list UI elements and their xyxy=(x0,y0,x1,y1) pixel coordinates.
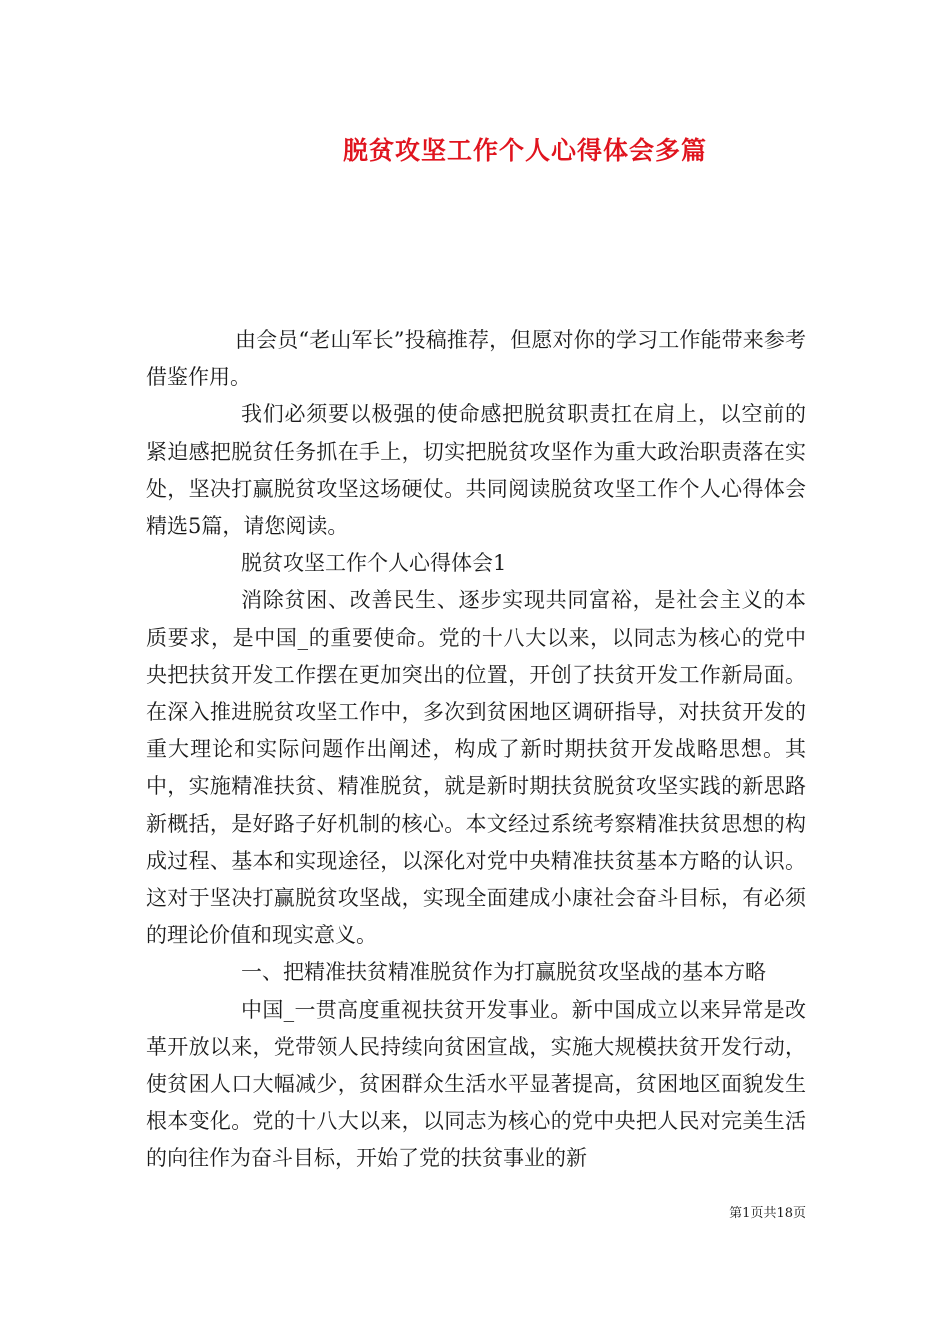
document-title: 脱贫攻坚工作个人心得体会多篇 xyxy=(342,136,707,165)
subsection-heading: 一、把精准扶贫精准脱贫作为打赢脱贫攻坚战的基本方略 xyxy=(241,960,766,985)
document-body xyxy=(146,322,806,1178)
summary-paragraph: 我们必须要以极强的使命感把脱贫职责扛在肩上，以空前的紧迫感把脱贫任务抓在手上，切实把脱贫攻坚作为重大政治职责落在实处，坚决打赢脱贫攻坚这场硬仗。共同阅读脱贫攻坚工作个人心得体会精选5篇，请您阅读。 xyxy=(146,402,806,539)
body-paragraph: 中国_一贯高度重视扶贫开发事业。新中国成立以来异常是改革开放以来，党带领人民持续向贫困宣战，实施大规模扶贫开发行动，使贫困人口大幅减少，贫困群众生活水平显著提高，贫困地区面貌发生根本变化。党的十八大以来，以同志为核心的党中央把人民对完美生活的向往作为奋斗目标，开始了党的扶贫事业的新 xyxy=(146,997,806,1171)
body-paragraph: 消除贫困、改善民生、逐步实现共同富裕，是社会主义的本质要求，是中国_的重要使命。党的十八大以来，以同志为核心的党中央把扶贫开发工作摆在更加突出的位置，开创了扶贫开发工作新局面。在深入推进脱贫攻坚工作中，多次到贫困地区调研指导，对扶贫开发的重大理论和实际问题作出阐述，构成了新时期扶贫开发战略思想。其中，实施精准扶贫、精准脱贫，就是新时期扶贫脱贫攻坚实践的新思路新概括，是好路子好机制的核心。本文经过系统考察精准扶贫思想的构成过程、基本和实现途径，以深化对党中央精准扶贫基本方略的认识。这对于坚决打赢脱贫攻坚战，实现全面建成小康社会奋斗目标，有必须的理论价值和现实意义。 xyxy=(146,588,806,948)
intro-paragraph: 由会员“老山军长”投稿推荐，但愿对你的学习工作能带来参考借鉴作用。 xyxy=(146,328,806,390)
page-number: 第1页共18页 xyxy=(729,1206,806,1221)
section-heading: 脱贫攻坚工作个人心得体会1 xyxy=(241,551,507,576)
